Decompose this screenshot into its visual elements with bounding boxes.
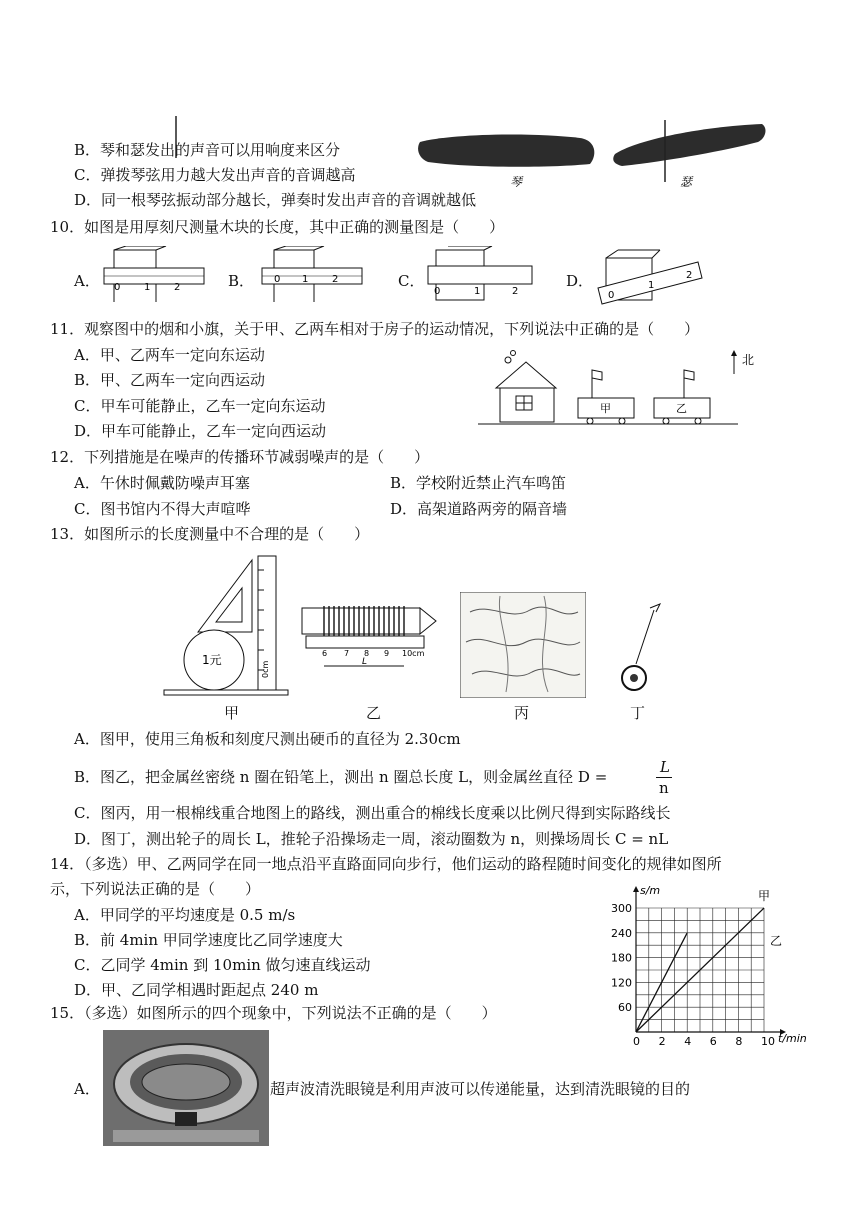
- svg-text:1: 1: [302, 274, 309, 285]
- svg-text:1: 1: [648, 280, 655, 291]
- q10-label-c: C．: [398, 272, 425, 290]
- svg-text:2: 2: [174, 282, 181, 293]
- q13-option-a: A．图甲，使用三角板和刻度尺测出硬币的直径为 2.30cm: [74, 730, 461, 748]
- svg-text:0: 0: [608, 290, 615, 301]
- x-axis-label: t/min: [778, 1032, 807, 1045]
- svg-text:2: 2: [512, 286, 519, 297]
- q10-ruler-figure-d: [594, 244, 704, 306]
- y-tick-label: 180: [611, 951, 632, 965]
- svg-text:0: 0: [114, 282, 121, 293]
- q11-house-cars-figure: [478, 346, 768, 432]
- q13-caption-bing: 丙: [514, 704, 530, 722]
- q11-option-b: B．甲、乙两车一定向西运动: [74, 371, 266, 389]
- svg-text:2: 2: [332, 274, 339, 285]
- q11-option-a: A．甲、乙两车一定向东运动: [74, 346, 265, 364]
- q13-stem: 13．如图所示的长度测量中不合理的是（ ）: [50, 525, 370, 543]
- q14-stem-line2: 示，下列说法正确的是（ ）: [50, 880, 261, 898]
- q13-fraction-bar: [656, 777, 672, 778]
- q11-stem: 11．观察图中的烟和小旗，关于甲、乙两车相对于房子的运动情况，下列说法中正确的是（ ）: [50, 320, 700, 338]
- q13-caption-yi: 乙: [366, 704, 382, 722]
- y-tick-label: 240: [611, 926, 632, 940]
- ruler-unit-label: 0cm: [261, 660, 270, 678]
- qin-label: 琴: [510, 175, 523, 189]
- q13-figure-yi: [298, 596, 438, 680]
- coin-label: 1元: [202, 653, 222, 667]
- q13-caption-jia: 甲: [224, 704, 240, 722]
- svg-text:7: 7: [344, 649, 350, 658]
- x-tick-label: 10: [761, 1035, 775, 1048]
- x-tick-label: 4: [684, 1035, 692, 1048]
- q13-figure-jia: [160, 550, 290, 700]
- q9-option-b: B．琴和瑟发出的声音可以用响度来区分: [74, 141, 341, 159]
- svg-text:6: 6: [322, 649, 328, 658]
- q13-fraction-denominator: n: [659, 779, 669, 797]
- q15-option-a: 超声波清洗眼镜是利用声波可以传递能量，达到清洗眼镜的目的: [270, 1080, 691, 1098]
- q10-stem: 10．如图是用厚刻尺测量木块的长度，其中正确的测量图是（ ）: [50, 218, 505, 236]
- svg-text:1: 1: [474, 286, 481, 297]
- series-label-2: 乙: [770, 934, 783, 949]
- q12-stem: 12．下列措施是在噪声的传播环节减弱噪声的是（ ）: [50, 448, 430, 466]
- q15-stem: 15．（多选）如图所示的四个现象中，下列说法不正确的是（ ）: [50, 1004, 497, 1022]
- svg-text:L: L: [362, 657, 368, 667]
- q13-caption-ding: 丁: [630, 704, 646, 722]
- svg-text:1: 1: [144, 282, 151, 293]
- q13-option-c: C．图丙，用一根棉线重合地图上的路线，测出重合的棉线长度乘以比例尺得到实际路线长: [74, 804, 671, 822]
- q12-option-b: B．学校附近禁止汽车鸣笛: [390, 474, 567, 492]
- svg-text:8: 8: [364, 649, 370, 658]
- svg-text:0: 0: [434, 286, 441, 297]
- q12-option-d: D．高架道路两旁的隔音墙: [390, 500, 568, 518]
- q15-ultrasonic-cleaner-photo: [103, 1030, 269, 1146]
- x-tick-label: 0: [633, 1035, 640, 1048]
- q13-figure-bing-map: [460, 592, 586, 698]
- q15-option-a-label: A．: [74, 1080, 100, 1098]
- q14-option-c: C．乙同学 4min 到 10min 做匀速直线运动: [74, 956, 371, 974]
- q14-option-b: B．前 4min 甲同学速度比乙同学速度大: [74, 931, 343, 949]
- x-tick-label: 8: [735, 1035, 743, 1048]
- y-tick-label: 300: [611, 902, 632, 915]
- q10-label-b: B．: [228, 272, 255, 290]
- q10-ruler-figure-b: [258, 246, 368, 306]
- q12-option-c: C．图书馆内不得大声喧哗: [74, 500, 251, 518]
- q14-stem-line1: 14．（多选）甲、乙两同学在同一地点沿平直路面同向步行，他们运动的路程随时间变化的规律如图所: [50, 855, 722, 873]
- q13-option-b: B．图乙，把金属丝密绕 n 圈在铅笔上，测出 n 圈总长度 L，则金属丝直径 D =: [74, 768, 608, 786]
- q13-option-d: D．图丁，测出轮子的周长 L，推轮子沿操场走一周，滚动圈数为 n，则操场周长 C = nL: [74, 830, 669, 848]
- svg-text:0: 0: [274, 274, 281, 285]
- q14-distance-time-chart: [600, 878, 818, 1050]
- q11-option-d: D．甲车可能静止，乙车一定向西运动: [74, 422, 327, 440]
- q9-option-c: C．弹拨琴弦用力越大发出声音的音调越高: [74, 166, 356, 184]
- x-tick-label: 2: [658, 1035, 666, 1048]
- svg-text:9: 9: [384, 649, 390, 658]
- y-axis-label: s/m: [640, 884, 661, 897]
- car-jia-label: 甲: [600, 402, 611, 415]
- car-yi-label: 乙: [676, 402, 687, 415]
- north-label: 北: [742, 353, 755, 367]
- se-label: 瑟: [680, 175, 693, 189]
- q13-fraction-numerator: L: [660, 758, 670, 776]
- q10-label-d: D．: [566, 272, 594, 290]
- q10-ruler-figure-a: [100, 246, 210, 306]
- svg-text:10cm: 10cm: [402, 649, 425, 658]
- svg-text:2: 2: [686, 270, 693, 281]
- q9-option-d: D．同一根琴弦振动部分越长，弹奏时发出声音的音调就越低: [74, 191, 477, 209]
- y-axis-arrow: [633, 886, 639, 892]
- q10-ruler-figure-c: [426, 246, 536, 306]
- q12-option-a: A．午休时佩戴防噪声耳塞: [74, 474, 250, 492]
- q14-option-a: A．甲同学的平均速度是 0.5 m/s: [74, 906, 296, 924]
- y-tick-label: 120: [611, 976, 632, 990]
- x-tick-label: 6: [709, 1035, 717, 1048]
- series-label-1: 甲: [758, 889, 771, 903]
- q9-instruments-figure: [170, 110, 770, 190]
- y-tick-label: 60: [618, 1001, 632, 1015]
- q10-label-a: A．: [74, 272, 100, 290]
- q11-option-c: C．甲车可能静止，乙车一定向东运动: [74, 397, 326, 415]
- q14-option-d: D．甲、乙同学相遇时距起点 240 m: [74, 981, 319, 999]
- q13-figure-ding-wheel: [610, 598, 670, 698]
